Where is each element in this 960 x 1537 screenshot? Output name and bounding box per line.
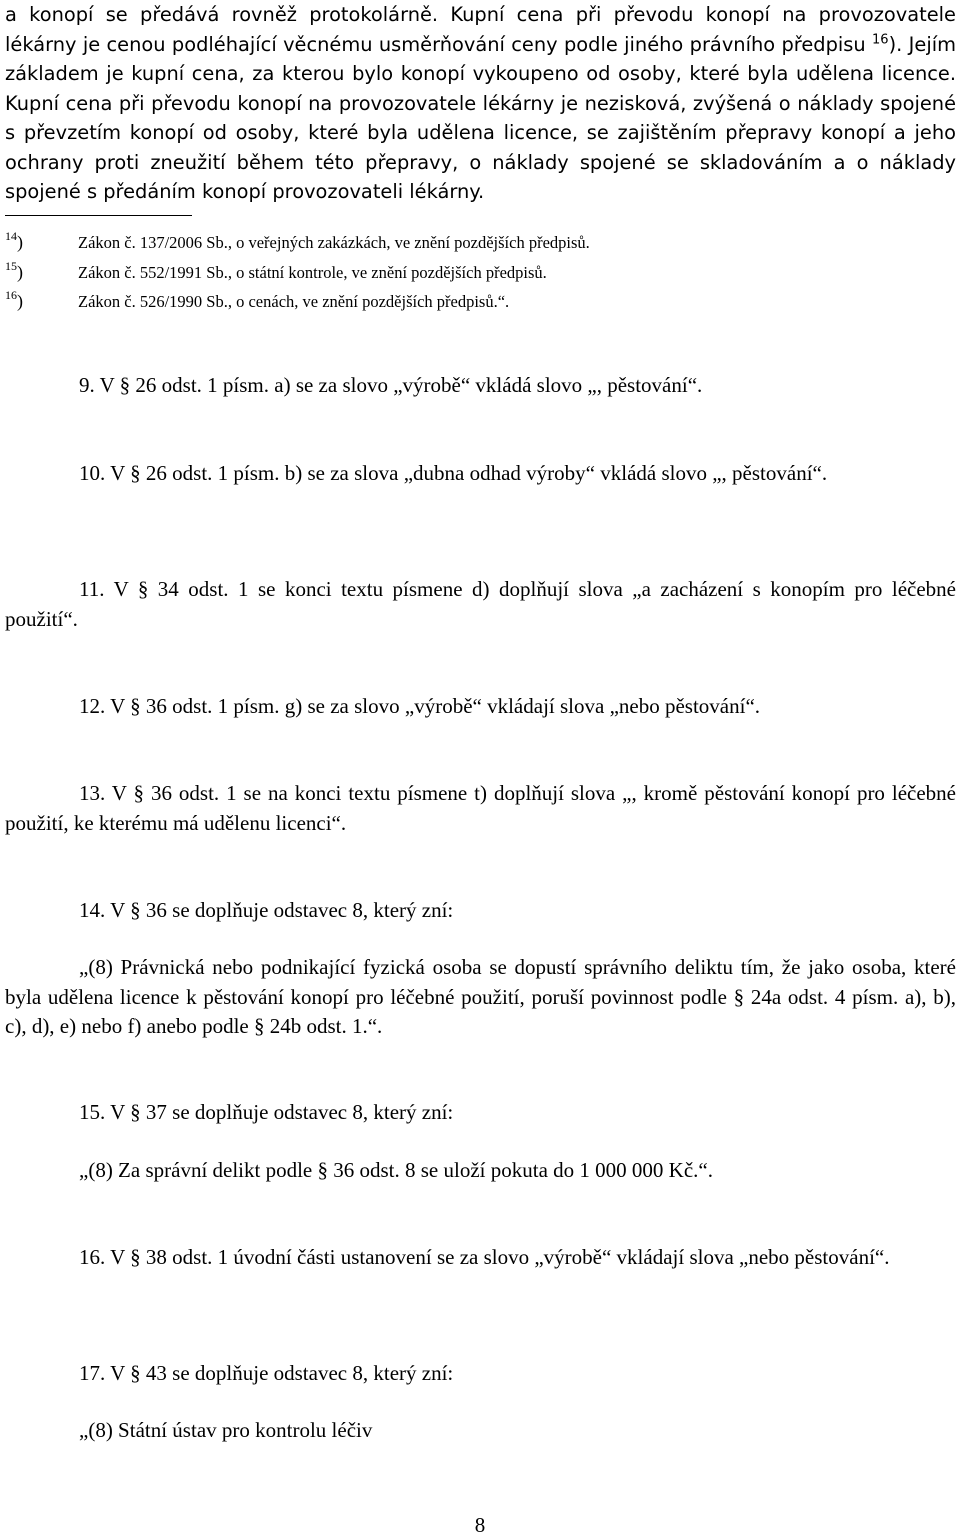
item-16: 16. V § 38 odst. 1 úvodní části ustanovení se za slovo „výrobě“ vkládají slova „nebo pěstování“. [79,1245,890,1269]
footnote-number: 15 [5,259,17,273]
footnote-paren: ) [17,262,23,282]
footnote-16 [5,285,509,312]
item-9: 9. V § 26 odst. 1 písm. a) se za slovo „výrobě“ vkládá slovo „, pěstování“. [79,373,703,397]
item-17: 17. V § 43 se doplňuje odstavec 8, který zní: [79,1361,454,1385]
footnote-text: Zákon č. 137/2006 Sb., o veřejných zakázkách, ve znění pozdějších předpisů. [78,233,590,252]
footnote-paren: ) [17,291,23,311]
footnote-separator [5,215,192,216]
item-15-quote: „(8) Za správní delikt podle § 36 odst. 8 se uloží pokuta do 1 000 000 Kč.“. [79,1158,713,1182]
intro-text-a: a konopí se předává rovněž protokolárně. Kupní cena při převodu konopí na provozovatele lékárny je cenou podléhající věcnému usměrňování ceny podle jiného právního předpisu [5,3,956,56]
footnote-number: 16 [5,288,17,302]
intro-paragraph [5,0,956,207]
item-14: 14. V § 36 se doplňuje odstavec 8, který zní: [79,898,454,922]
page-number: 8 [474,1513,486,1537]
footnote-15 [5,256,547,283]
item-11: 11. V § 34 odst. 1 se konci textu písmene d) doplňují slova „a zacházení s konopím pro léčebné použití“. [5,577,956,631]
footnote-14 [5,226,590,253]
footnote-ref: 16 [872,32,889,48]
item-15: 15. V § 37 se doplňuje odstavec 8, který zní: [79,1100,454,1124]
footnote-paren: ) [17,232,23,252]
item-10: 10. V § 26 odst. 1 písm. b) se za slova „dubna odhad výroby“ vkládá slovo „, pěstování“. [79,461,828,485]
footnote-number: 14 [5,229,17,243]
intro-text-b: ). [888,32,903,56]
footnote-text: Zákon č. 526/1990 Sb., o cenách, ve znění pozdějších předpisů.“. [78,292,510,311]
intro-text-c: Jejím základem je kupní cena, za kterou bylo konopí vykoupeno od osoby, které byla udělena licence. Kupní cena při převodu konopí na provozovatele lékárny je nezisková, zvýšená o náklady spojené s převzetím konopí od osoby, které byla udělena licence, se zajištěním přepravy konopí a jeho ochrany proti zneužití během této přepravy, o náklady spojené se skladováním a o náklady spojené s předáním konopí provozovateli lékárny. [5,32,956,203]
item-17-quote: „(8) Státní ústav pro kontrolu léčiv [79,1418,373,1442]
item-12: 12. V § 36 odst. 1 písm. g) se za slovo „výrobě“ vkládají slova „nebo pěstování“. [79,694,761,718]
item-13: 13. V § 36 odst. 1 se na konci textu písmene t) doplňují slova „, kromě pěstování konopí pro léčebné použití, ke kterému má udělenu licenci“. [5,781,956,835]
footnote-text: Zákon č. 552/1991 Sb., o státní kontrole, ve znění pozdějších předpisů. [78,263,547,282]
item-14-quote: „(8) Právnická nebo podnikající fyzická osoba se dopustí správního deliktu tím, že jako osoba, které byla udělena licence k pěstování konopí pro léčebné použití, poruší povinnost podle § 24a odst. 4 písm. a), b), c), d), e) nebo f) anebo podle § 24b odst. 1.“. [5,955,956,1038]
